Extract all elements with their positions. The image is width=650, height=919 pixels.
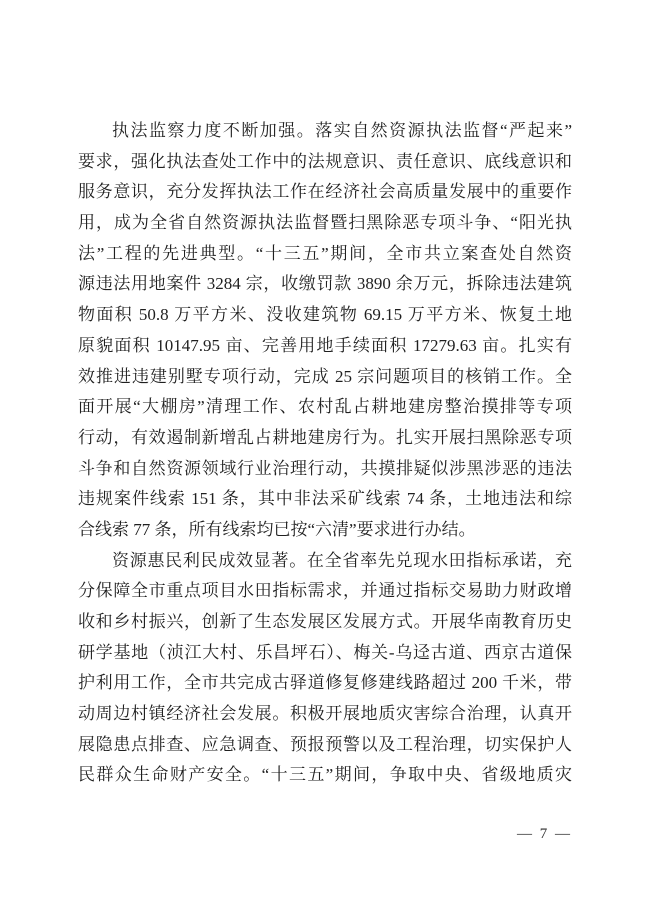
paragraph-law-enforcement	[78, 116, 572, 546]
text-line: 执法监察力度不断加强。落实自然资源执法监督“严起来”	[112, 121, 572, 140]
text-line: 用，成为全省自然资源执法监督暨扫黑除恶专项斗争、“阳光执	[78, 213, 572, 233]
text-line: 斗争和自然资源领域行业治理行动，共摸排疑似涉黑涉恶的违法	[78, 458, 572, 478]
text-line: 效推进违建别墅专项行动，完成 25 宗问题项目的核销工作。全	[78, 366, 572, 386]
text-line: 资源惠民利民成效显著。在全省率先兑现水田指标承诺，充	[112, 550, 572, 570]
text-line: 面开展“大棚房”清理工作、农村乱占耕地建房整治摸排等专项	[78, 397, 572, 417]
text-line: 民群众生命财产安全。“十三五”期间，争取中央、省级地质灾	[78, 765, 572, 785]
page-number: — 7 —	[517, 826, 572, 842]
text-line: 要求，强化执法查处工作中的法规意识、责任意识、底线意识和	[78, 151, 572, 171]
text-line: 服务意识，充分发挥执法工作在经济社会高质量发展中的重要作	[78, 182, 572, 202]
text-line: 物面积 50.8 万平方米、没收建筑物 69.15 万平方米、恢复土地	[78, 305, 572, 325]
body-text	[78, 116, 572, 791]
text-line: 合线索 77 条，所有线索均已按“六清”要求进行办结。	[78, 519, 476, 539]
text-line: 行动，有效遏制新增乱占耕地建房行为。扎实开展扫黑除恶专项	[78, 427, 572, 447]
text-line: 动周边村镇经济社会发展。积极开展地质灾害综合治理，认真开	[78, 704, 572, 724]
text-line: 收和乡村振兴，创新了生态发展区发展方式。开展华南教育历史	[78, 612, 572, 631]
text-line: 展隐患点排查、应急调查、预报预警以及工程治理，切实保护人	[78, 734, 572, 754]
text-line: 护利用工作，全市共完成古驿道修复修建线路超过 200 千米，带	[78, 673, 572, 693]
text-line: 源违法用地案件 3284 宗，收缴罚款 3890 余万元，拆除违法建筑	[78, 274, 572, 294]
text-line: 研学基地（浈江大村、乐昌坪石）、梅关-乌迳古道、西京古道保	[78, 642, 572, 662]
text-line: 分保障全市重点项目水田指标需求，并通过指标交易助力财政增	[78, 581, 572, 601]
text-line: 原貌面积 10147.95 亩、完善用地手续面积 17279.63 亩。扎实有	[78, 335, 572, 355]
paragraph-resource-benefits	[78, 546, 572, 792]
text-line: 法”工程的先进典型。“十三五”期间，全市共立案查处自然资	[78, 243, 572, 263]
text-line: 违规案件线索 151 条，其中非法采矿线索 74 条，土地违法和综	[78, 489, 572, 509]
